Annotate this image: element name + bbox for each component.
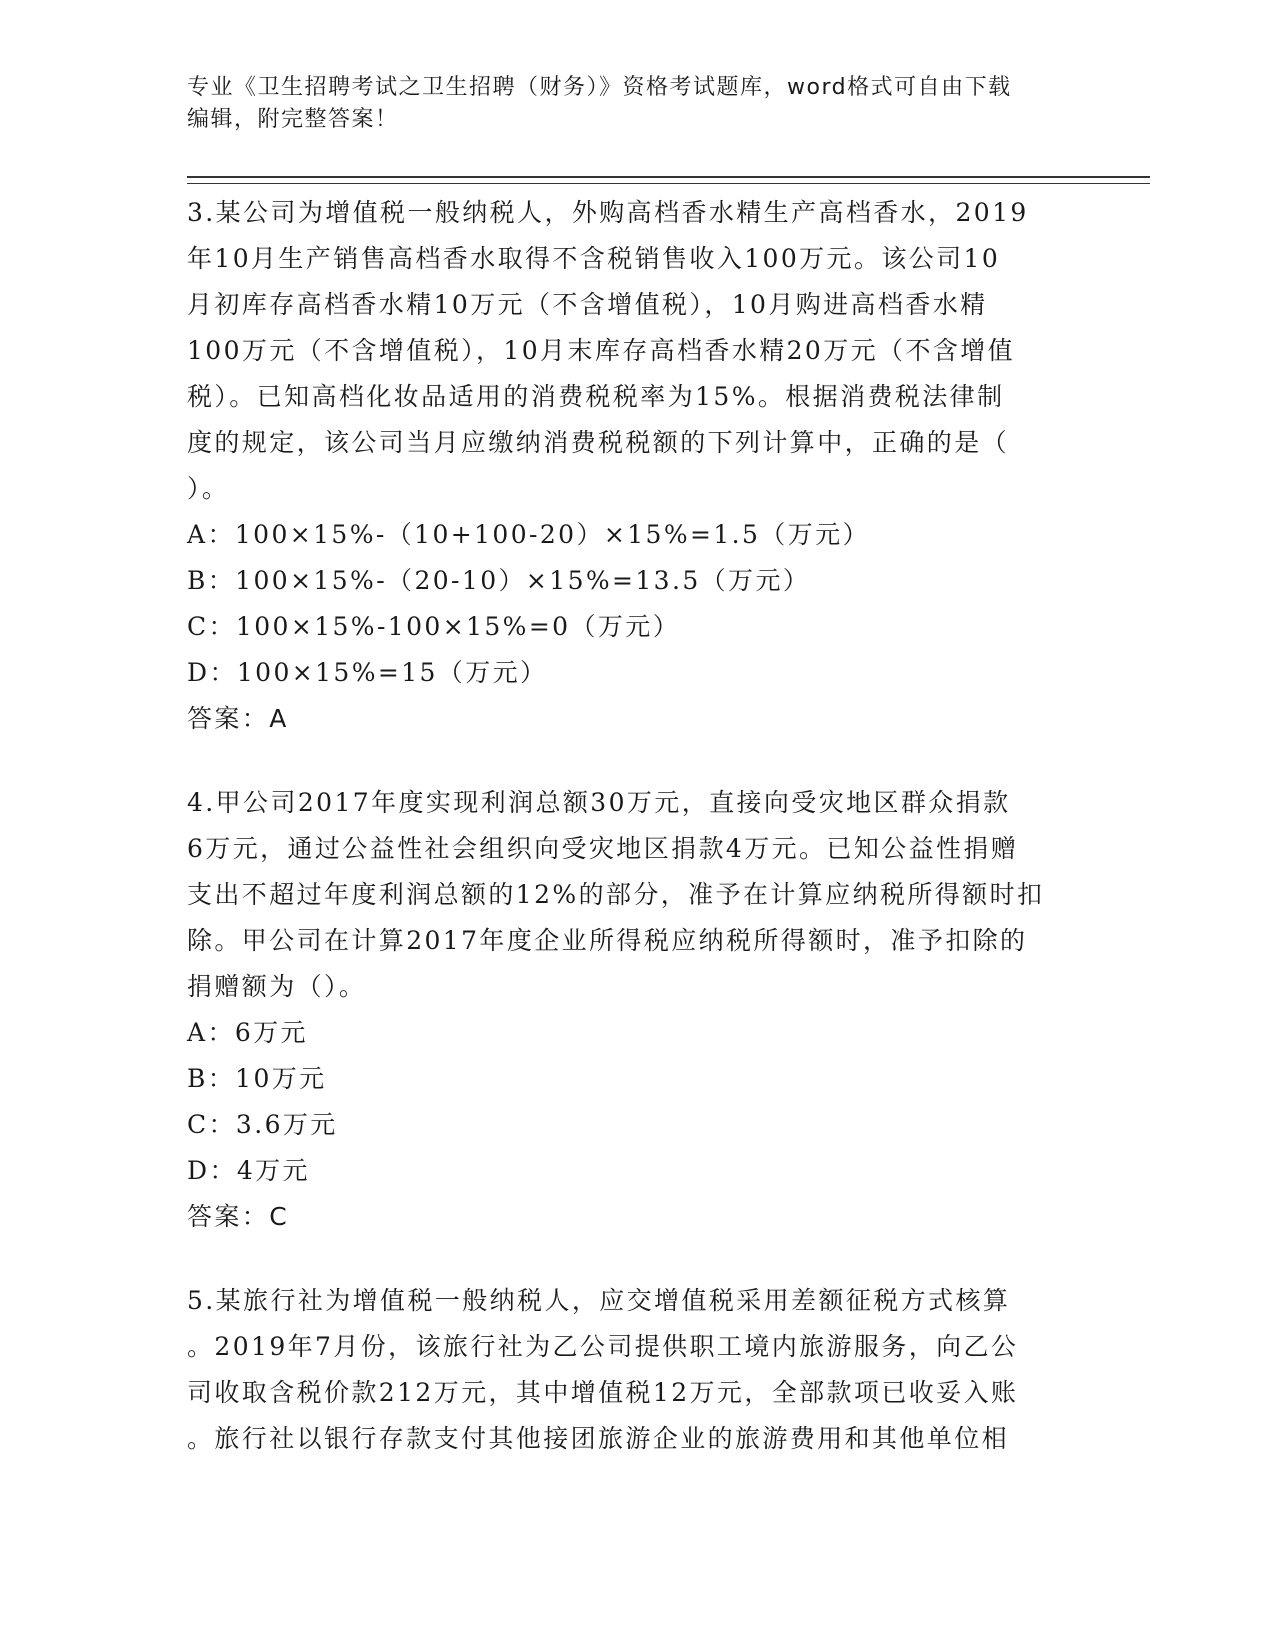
question-4 [187,780,1067,1240]
stem-line: 税）。已知高档化妆品适用的消费税税率为15%。根据消费税法律制 [187,382,1005,411]
option-c: C：3.6万元 [187,1110,338,1139]
question-stem [187,190,1067,512]
stem-line: 6万元，通过公益性社会组织向受灾地区捐款4万元。已知公益性捐赠 [187,834,1019,863]
stem-line: 捐赠额为（）。 [187,972,367,1001]
stem-line: 。旅行社以银行存款支付其他接团旅游企业的旅游费用和其他单位相 [187,1424,1010,1453]
stem-line: 除。甲公司在计算2017年度企业所得税应纳税所得额时，准予扣除的 [187,926,1028,955]
stem-line: 司收取含税价款212万元，其中增值税12万元，全部款项已收妥入账 [187,1378,1019,1407]
option-d: D：4万元 [187,1156,310,1185]
header-line-1: 专业《卫生招聘考试之卫生招聘（财务）》资格考试题库，word格式可自由下载 [187,75,1012,100]
spacer [187,1240,1067,1278]
stem-line: 100万元（不含增值税），10月末库存高档香水精20万元（不含增值 [187,336,1016,365]
page-header [187,72,1067,136]
header-line-2: 编辑，附完整答案！ [187,107,399,132]
stem-line: 4.甲公司2017年度实现利润总额30万元，直接向受灾地区群众捐款 [187,788,1011,817]
answer-label: 答案：C [187,1202,290,1231]
header-divider-thin [187,183,1150,184]
option-a: A：100×15%-（10+100-20）×15%=1.5（万元） [187,520,870,549]
stem-line: 月初库存高档香水精10万元（不含增值税），10月购进高档香水精 [187,290,988,319]
question-5 [187,1278,1067,1462]
question-stem [187,1278,1067,1462]
header-divider-thick [187,176,1150,178]
stem-line: ）。 [187,474,230,503]
question-3 [187,190,1067,742]
option-b: B：100×15%-（20-10）×15%=13.5（万元） [187,566,811,595]
stem-line: 5.某旅行社为增值税一般纳税人，应交增值税采用差额征税方式核算 [187,1286,1011,1315]
answer-label: 答案：A [187,704,289,733]
stem-line: 支出不超过年度利润总额的12%的部分，准予在计算应纳税所得额时扣 [187,880,1045,909]
stem-line: 3.某公司为增值税一般纳税人，外购高档香水精生产高档香水，2019 [187,198,1029,227]
option-b: B：10万元 [187,1064,327,1093]
stem-line: 。2019年7月份，该旅行社为乙公司提供职工境内旅游服务，向乙公 [187,1332,1019,1361]
option-d: D：100×15%=15（万元） [187,658,548,687]
spacer [187,742,1067,780]
question-stem [187,780,1067,1010]
stem-line: 年10月生产销售高档香水取得不含税销售收入100万元。该公司10 [187,244,1001,273]
stem-line: 度的规定，该公司当月应缴纳消费税税额的下列计算中，正确的是（ [187,428,1010,457]
option-c: C：100×15%-100×15%=0（万元） [187,612,681,641]
option-a: A：6万元 [187,1018,308,1047]
question-list [187,190,1067,1462]
